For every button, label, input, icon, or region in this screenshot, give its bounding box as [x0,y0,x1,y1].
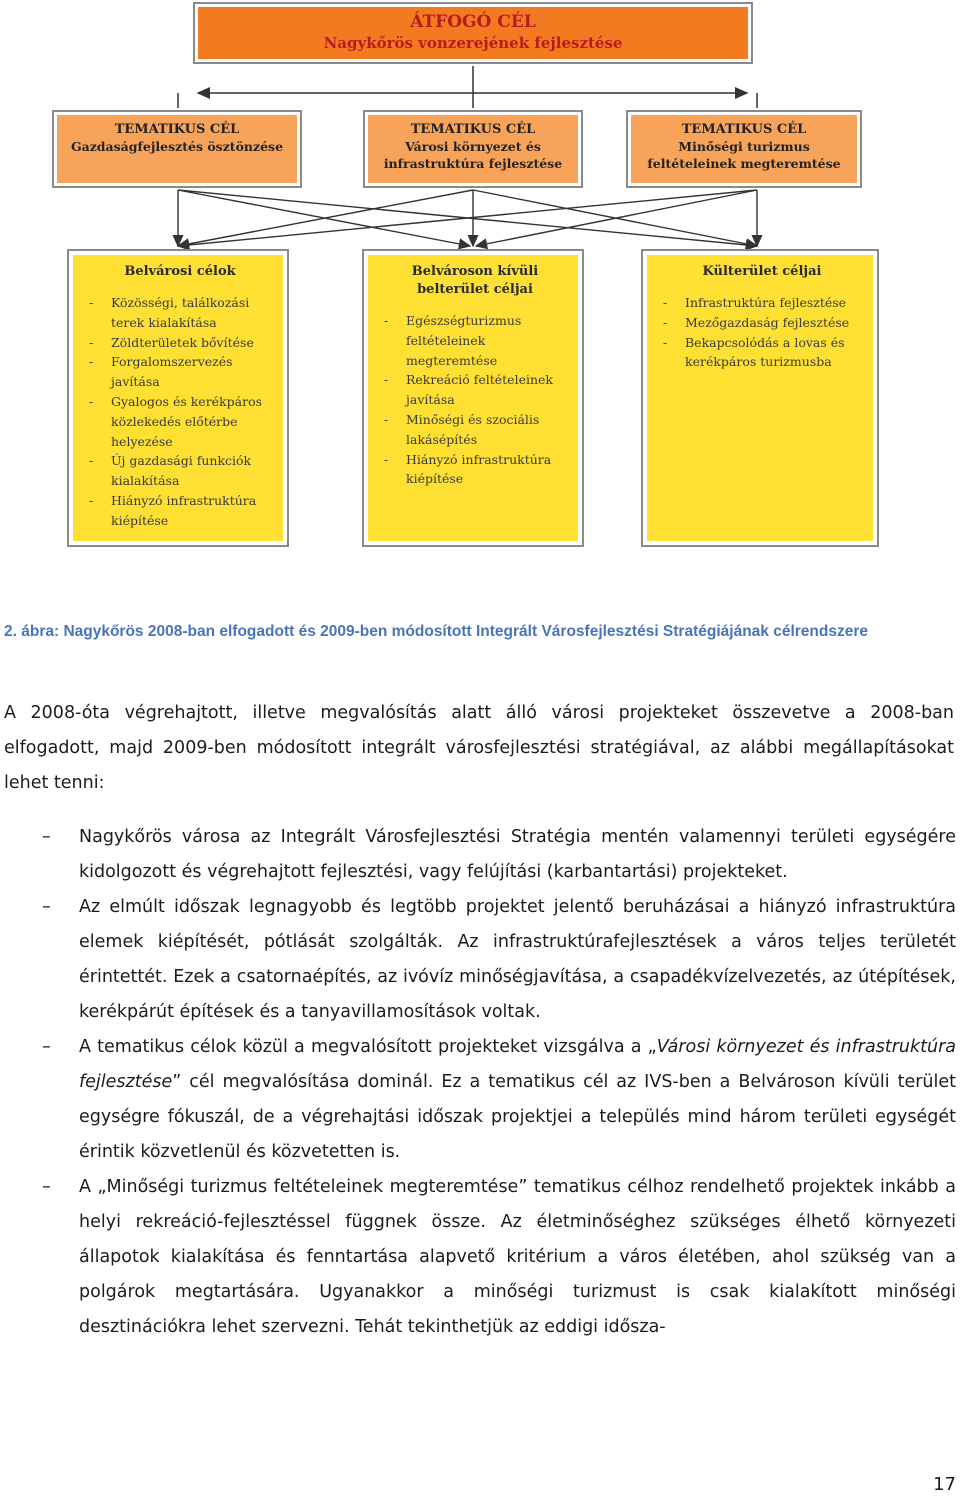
bullet-marker: – [42,1037,51,1057]
list-item: - Infrastruktúra fejlesztése [659,293,865,313]
list-item: - Rekreáció feltételeinek javítása [380,370,570,410]
theme-line: Gazdaságfejlesztés ösztönzése [70,139,284,154]
theme-line: Minőségi turizmus [678,139,810,154]
list-item: - Minőségi és szociális lakásépítés [380,410,570,450]
list-item: - Hiányzó infrastruktúra kiépítése [380,450,570,490]
list-item: - Új gazdasági funkciók kialakítása [85,451,275,491]
list-item: - Hiányzó infrastruktúra kiépítése [85,491,275,531]
bullet-text: Nagykőrös városa az Integrált Városfejlesztési Stratégia mentén valamennyi területi egységére kidolgozott és végrehajtott fejlesztési, vagy felújítási (karbantartási) projekteket. [79,827,956,882]
list-item: - Mezőgazdaság fejlesztése [659,313,865,333]
list-item: - Egészségturizmus feltételeinek megteremtése [380,311,570,370]
theme-heading: TEMATIKUS CÉL [114,122,240,137]
list-item [0,1170,956,1345]
theme-line: infrastruktúra fejlesztése [383,156,563,171]
list-item: - Közösségi, találkozási terek kialakítása [85,293,275,333]
area-box-downtown [67,249,289,547]
area-heading: Belvároson kívüli belterület céljai [411,264,539,297]
area-heading: Belvárosi célok [124,264,236,279]
overall-goal-box [193,2,753,64]
area-goal-list [659,293,865,372]
theme-line: feltételeinek megteremtése [647,156,841,171]
bullet-marker: – [42,1177,51,1197]
overall-goal-subtitle: Nagykőrös vonzerejének fejlesztése [323,34,623,52]
list-item: - Bekapcsolódás a lovas és kerékpáros turizmusba [659,333,865,373]
page-number: 17 [933,1474,956,1495]
bullet-text: A tematikus célok közül a megvalósított projekteket vizsgálva a „ [79,1037,657,1057]
area-box-inner-suburbs [362,249,584,547]
bullet-text: Az elmúlt időszak legnagyobb és legtöbb projektet jelentő beruházásai a hiányzó infrastruktúra elemek kiépítését, pótlását szolgálták. Az infrastruktúrafejlesztések a város teljes területét érintettét. Ezek a csatornaépítés, az ivóvíz minőségjavítása, a csapadékvízelvezetés, az útépítések, kerékpárút építések és a tanyavillamosítások voltak. [79,897,956,1022]
intro-paragraph: A 2008-óta végrehajtott, illetve megvalósítás alatt álló városi projekteket összevetve a 2008-ban elfogadott, majd 2009-ben módosított integrált városfejlesztési stratégiával, az alábbi megállapításokat lehet tenni: [4,703,954,793]
bullet-text: A „Minőségi turizmus feltételeinek megteremtése” tematikus célhoz rendelhető projektek inkább a helyi rekreáció-fejlesztéssel függnek össze. Az életminőséghez szükséges élhető környezeti állapotok kialakítása és fenntartása alapvető kritérium a város életében, ahol szükség van a polgárok megtartására. Ugyanakkor a minőségi turizmust is csak kialakított minőségi desztinációkra lehet szervezni. Tehát tekinthetjük az eddigi idősza- [79,1177,956,1337]
findings-list [0,820,956,1345]
list-item: - Zöldterületek bővítése [85,333,275,353]
theme-box-tourism [626,110,862,188]
theme-box-economy [52,110,302,188]
theme-heading: TEMATIKUS CÉL [681,122,807,137]
area-box-outskirts [641,249,879,547]
list-item [0,820,956,890]
bullet-emphasis: Városi környezet és infrastruktúra fejlesztése [79,1037,956,1092]
bullet-text: ” cél megvalósítása dominál. Ez a tematikus cél az IVS-ben a Belvároson kívüli terület egységre fókuszál, de a végrehajtási időszak projektjei a település mind három területi egységét érintik közvetlenül és közvetetten is. [79,1072,956,1162]
list-item [0,1030,956,1170]
list-item: - Forgalomszervezés javítása [85,352,275,392]
area-goal-list [85,293,275,531]
area-goal-list [380,311,570,489]
connector-cross [178,190,757,246]
bullet-marker: – [42,897,51,917]
theme-line: Városi környezet és [405,139,541,154]
goal-system-diagram [0,0,960,560]
bullet-marker: – [42,827,51,847]
figure-caption: 2. ábra: Nagykőrös 2008-ban elfogadott és 2009-ben módosított Integrált Városfejlesztési Stratégiájának célrendszere [4,623,868,640]
theme-heading: TEMATIKUS CÉL [410,122,536,137]
list-item [0,890,956,1030]
theme-box-environment [363,110,583,188]
list-item: - Gyalogos és kerékpáros közlekedés előtérbe helyezése [85,392,275,451]
overall-goal-title: ÁTFOGÓ CÉL [410,12,536,32]
area-heading: Külterület céljai [702,264,822,279]
